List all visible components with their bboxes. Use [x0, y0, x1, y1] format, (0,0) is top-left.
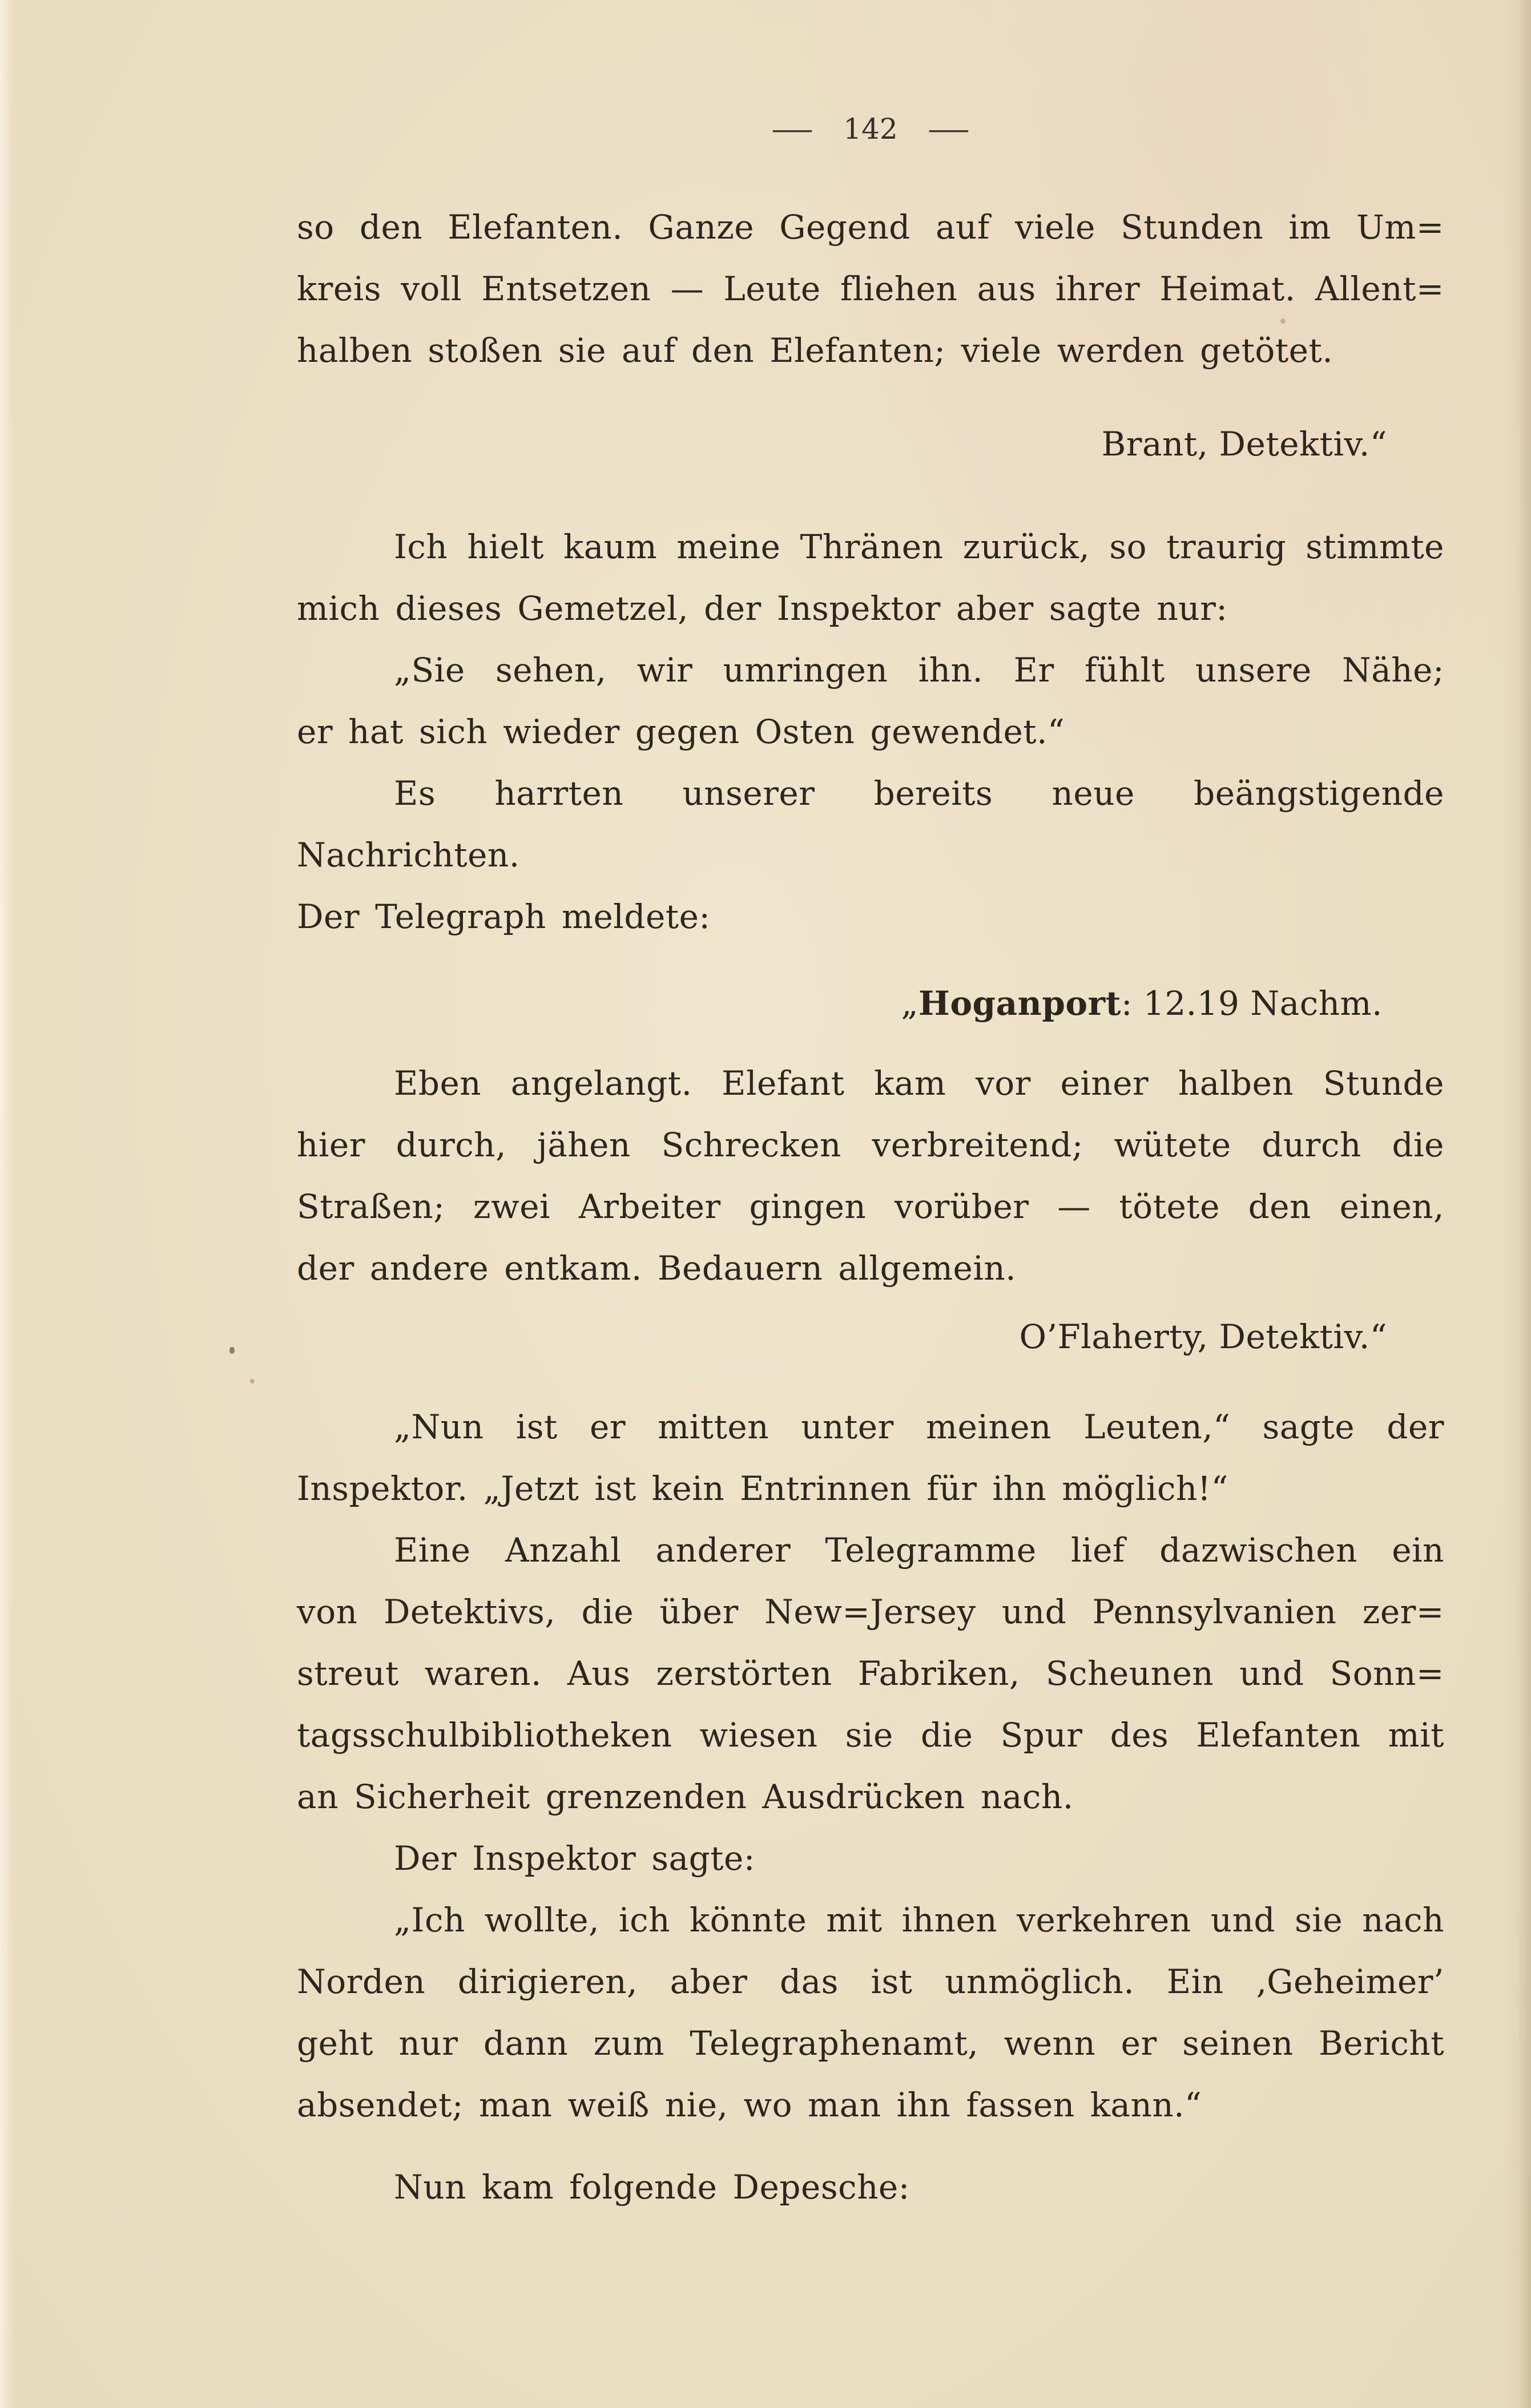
narration-paragraph: [297, 1519, 1444, 1828]
text-line: der andere entkam. Bedauern allgemein.: [297, 1249, 1017, 1288]
narration-paragraph: [297, 763, 1444, 947]
text-line: absendet; man weiß nie, wo man ihn fassen kann.“: [297, 2086, 1202, 2124]
text-line: Straßen; zwei Arbeiter gingen vorüber — tötete den einen,: [297, 1187, 1444, 1226]
telegram-hoganport-body: [297, 1052, 1444, 1299]
text-line: Der Telegraph meldete:: [297, 897, 711, 936]
telegram-signature-brant: Brant, Detektiv.“: [1101, 425, 1387, 463]
text-line: mich dieses Gemetzel, der Inspektor aber sagte nur:: [297, 589, 1228, 628]
text-line: Inspektor. „Jetzt ist kein Entrinnen für ihn möglich!“: [297, 1469, 1228, 1508]
text-line: er hat sich wieder gegen Osten gewendet.“: [297, 712, 1065, 751]
text-line: hier durch, jähen Schrecken verbreitend; wütete durch die: [297, 1126, 1444, 1164]
narration-paragraph: [297, 1828, 1444, 1889]
paper-speck: [1280, 318, 1286, 324]
text-line: Der Inspektor sagte:: [394, 1839, 755, 1878]
telegram-heading-hoganport: [297, 973, 1444, 1034]
telegram-place-name: Hoganport: [918, 984, 1121, 1023]
text-line: streut waren. Aus zerstörten Fabriken, Scheunen und Sonn=: [297, 1654, 1444, 1693]
inspector-dialog-paragraph: [297, 1889, 1444, 2136]
page-number-dash-left: —: [771, 112, 814, 146]
page-number-dash-right: —: [927, 112, 970, 146]
text-line: halben stoßen sie auf den Elefanten; viele werden getötet.: [297, 331, 1333, 370]
text-line: Ich hielt kaum meine Thränen zurück, so traurig stimmte: [394, 527, 1444, 566]
inspector-dialog-paragraph: [297, 639, 1444, 763]
text-line: kreis voll Entsetzen — Leute fliehen aus ihrer Heimat. Allent=: [297, 269, 1444, 308]
paper-speck: [229, 1347, 235, 1354]
text-line: Eine Anzahl anderer Telegramme lief dazwischen ein: [394, 1531, 1444, 1570]
page-number: 142: [843, 112, 898, 146]
text-line: Es harrten unserer bereits neue beängstigende Nachrichten.: [297, 774, 1444, 874]
text-line: Nun kam folgende Depesche:: [394, 2168, 910, 2207]
paper-speck: [250, 1379, 255, 1384]
text-line: Norden dirigieren, aber das ist unmöglich. Ein ‚Geheimer’: [297, 1962, 1444, 2001]
telegram-signature-oflaherty: O’Flaherty, Detektiv.“: [1019, 1317, 1387, 1356]
text-line: geht nur dann zum Telegraphenamt, wenn er seinen Bericht: [297, 2024, 1444, 2063]
text-block: [297, 196, 1444, 2218]
text-line: „Sie sehen, wir umringen ihn. Er fühlt unsere Nähe;: [394, 651, 1444, 689]
text-line: Eben angelangt. Elefant kam vor einer halben Stunde: [394, 1064, 1444, 1103]
text-line: so den Elefanten. Ganze Gegend auf viele Stunden im Um=: [297, 208, 1444, 247]
telegram-brant-continuation: [297, 196, 1444, 381]
inspector-dialog-paragraph: [297, 1396, 1444, 1519]
narration-paragraph: [297, 2156, 1444, 2218]
text-line: „Nun ist er mitten unter meinen Leuten,“ sagte der: [394, 1407, 1444, 1446]
narration-paragraph: [297, 516, 1444, 639]
telegram-open-quote: „: [901, 984, 919, 1023]
text-line: tagsschulbibliotheken wiesen sie die Spur des Elefanten mit: [297, 1716, 1444, 1754]
text-line: „Ich wollte, ich könnte mit ihnen verkehren und sie nach: [394, 1901, 1444, 1939]
telegram-time: : 12.19 Nachm.: [1121, 984, 1383, 1023]
text-line: von Detektivs, die über New=Jersey und Pennsylvanien zer=: [297, 1592, 1444, 1631]
text-line: an Sicherheit grenzenden Ausdrücken nach.: [297, 1777, 1074, 1816]
page-header: [297, 0, 1444, 160]
